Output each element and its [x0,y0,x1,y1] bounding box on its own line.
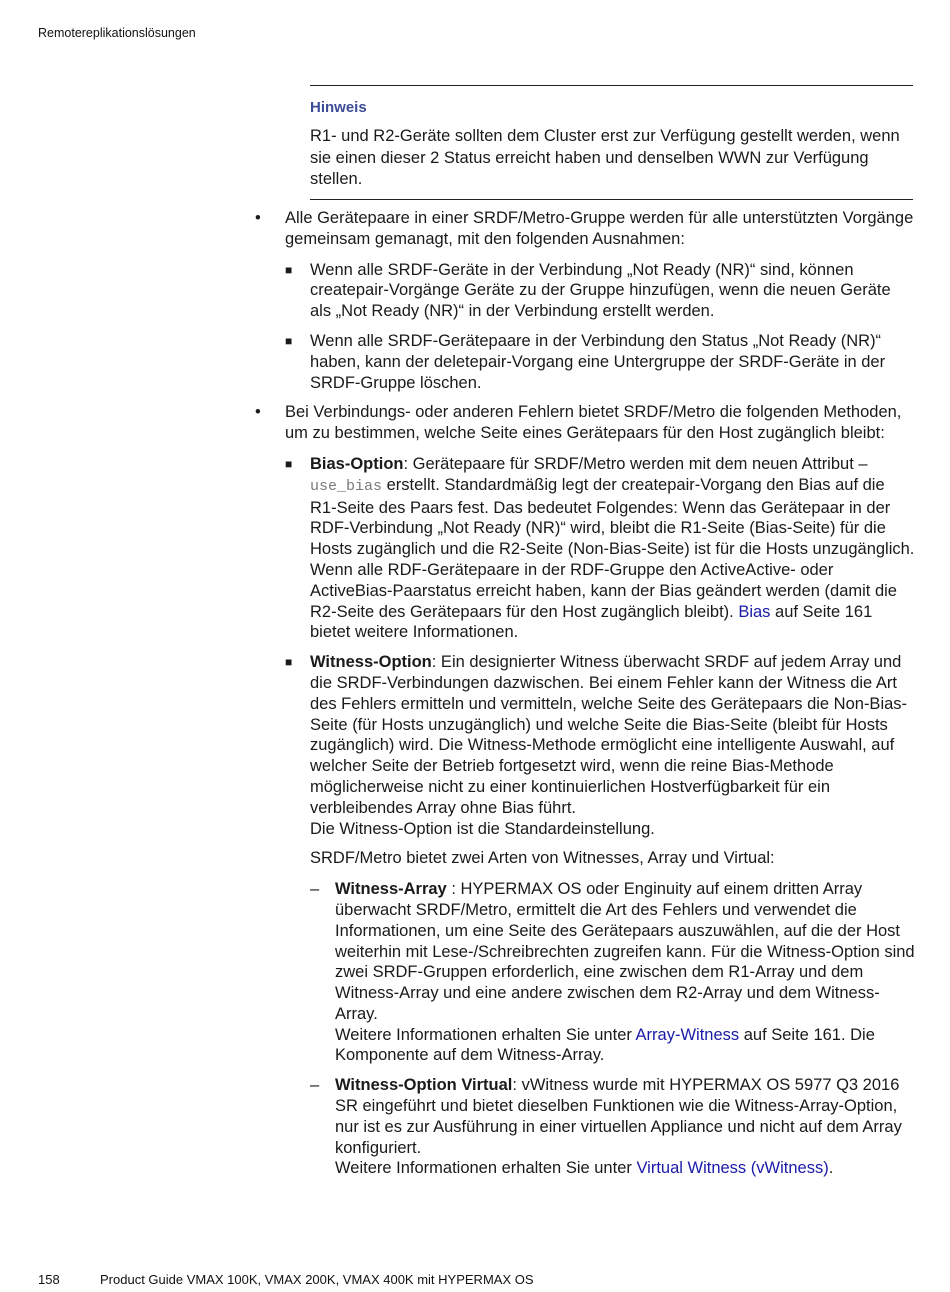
square-bullet-icon: ■ [285,456,293,471]
array-witness-link[interactable]: Array-Witness [635,1025,740,1044]
square-bullet-icon: ■ [285,333,293,348]
bias-option-term: Bias-Option [310,454,404,473]
sub-list [285,260,915,394]
witness-virtual-text: Weitere Informationen erhalten Sie unter [335,1159,637,1178]
main-content [255,208,915,1188]
witness-virtual-term: Witness-Option Virtual [335,1076,513,1095]
witness-virtual-text: . [828,1159,834,1178]
bias-link[interactable]: Bias [738,602,771,621]
witness-virtual-text: : vWitness wurde mit HYPERMAX OS 5977 Q3 2016 SR eingeführt und bietet dieselben Funktionen wie die Witness-Array-Option, nur ist es zur Ausführung in einer virtuellen Appliance und nicht auf dem Array konfiguriert. [335,1076,902,1157]
bullet-list [255,208,915,1179]
witness-array-item [310,879,915,1066]
witness-types-list [310,879,915,1179]
bias-option-item [285,454,915,643]
witness-array-text: : HYPERMAX OS oder Enginuity auf einem dritten Array überwacht SRDF/Metro, ermittelt die Art des Fehlers und verwendet die Informationen, um eine Seite des Gerätepaars auszuwählen, auf die der Host weiterhin mit Lese-/Schreibrechten zugreifen kann. Für die Witness-Option sind zwei SRDF-Gruppen erforderlich, eine zwischen dem R1-Array und dem Witness-Array und eine andere zwischen dem R2-Array und dem Witness-Array. [335,880,915,1023]
sub-list-item [285,331,915,393]
bias-option-text: : Gerätepaare für SRDF/Metro werden mit dem neuen Attribut – [403,454,868,473]
bias-option-text: auf Seite 161 bietet weitere Informationen. [310,602,873,642]
witness-option-text: Die Witness-Option ist die Standardeinstellung. [310,819,655,838]
witness-option-text: : Ein designierter Witness überwacht SRDF auf jedem Array und die SRDF-Verbindungen dazwischen. Bei einem Fehler kann der Witness die Art des Fehlers ermitteln und vermitteln, welche Seite des Gerätepaars die Non-Bias-Seite (für Hosts unzugänglich) und welche Seite die Bias-Seite (bleibt für Hosts zugänglich) wird. Die Witness-Methode ermöglicht eine intelligente Auswahl, auf welcher Seite der Betrieb fortgesetzt wird, wenn die reine Bias-Methode möglicherweise nicht zu einer kontinuierlichen Hostverfügbarkeit für ein verbleibendes Array ohne Bias führt. [310,653,908,817]
witness-types-paragraph: SRDF/Metro bietet zwei Arten von Witnesses, Array und Virtual: [310,849,775,868]
bullet-marker: • [255,403,261,422]
witness-option-item [285,652,915,1179]
sub-list-item-text: Wenn alle SRDF-Gerätepaare in der Verbindung den Status „Not Ready (NR)“ haben, kann der deletepair-Vorgang eine Untergruppe der SRDF-Geräte in der SRDF-Gruppe löschen. [310,331,886,392]
witness-option-term: Witness-Option [310,653,432,672]
sub-list [285,454,915,1179]
dash-marker: – [310,1076,320,1095]
running-header: Remotereplikationslösungen [38,26,196,40]
square-bullet-icon: ■ [285,655,293,670]
use-bias-code: use_bias [310,477,383,495]
bias-option-text: erstellt. Standardmäßig legt der createpair-Vorgang den Bias auf die R1-Seite des Paars fest. Das bedeutet Folgendes: Wenn das Gerätepaar in der RDF-Verbindung „Not Ready (NR)“ wird, bleibt die R1-Seite (Bias-Seite) für die Hosts zugänglich und die R2-Seite (Non-Bias-Seite) ist für die Hosts unzugänglich. [310,475,915,559]
page-number: 158 [38,1272,60,1287]
dash-marker: – [310,880,320,899]
square-bullet-icon: ■ [285,262,293,277]
witness-virtual-item [310,1075,915,1179]
page-footer [38,1272,534,1287]
list-item [255,402,915,1179]
bullet-marker: • [255,209,261,227]
note-box [310,85,913,200]
note-title: Hinweis [310,99,367,116]
sub-list-item [285,260,915,322]
witness-array-text: Weitere Informationen erhalten Sie unter [335,1025,636,1044]
footer-title: Product Guide VMAX 100K, VMAX 200K, VMAX 400K mit HYPERMAX OS [100,1272,534,1287]
sub-list-item-text: Wenn alle SRDF-Geräte in der Verbindung „Not Ready (NR)“ sind, können createpair-Vorgänge Geräte zu der Gruppe hinzufügen, wenn die neuen Geräte als „Not Ready (NR)“ in der Verbindung erstellt werden. [310,260,891,321]
virtual-witness-link[interactable]: Virtual Witness (vWitness) [636,1159,829,1178]
witness-array-term: Witness-Array [335,880,447,899]
note-text: R1- und R2-Geräte sollten dem Cluster erst zur Verfügung gestellt werden, wenn sie einen dieser 2 Status erreicht haben und denselben WWN zur Verfügung stellen. [310,127,900,189]
list-item-text: Bei Verbindungs- oder anderen Fehlern bietet SRDF/Metro die folgenden Methoden, um zu bestimmen, welche Seite eines Gerätepaars für den Host zugänglich bleibt: [285,403,902,443]
list-item [255,208,915,393]
list-item-text: Alle Gerätepaare in einer SRDF/Metro-Gruppe werden für alle unterstützten Vorgänge gemeinsam gemanagt, mit den folgenden Ausnahmen: [285,209,914,248]
bias-option-text: Wenn alle RDF-Gerätepaare in der RDF-Gruppe den ActiveActive- oder ActiveBias-Paarstatus erreicht haben, kann der Bias geändert werden (damit die R2-Seite des Gerätepaars für den Host zugänglich bleibt). [310,560,897,621]
witness-array-text: auf Seite 161. Die Komponente auf dem Witness-Array. [335,1025,875,1065]
